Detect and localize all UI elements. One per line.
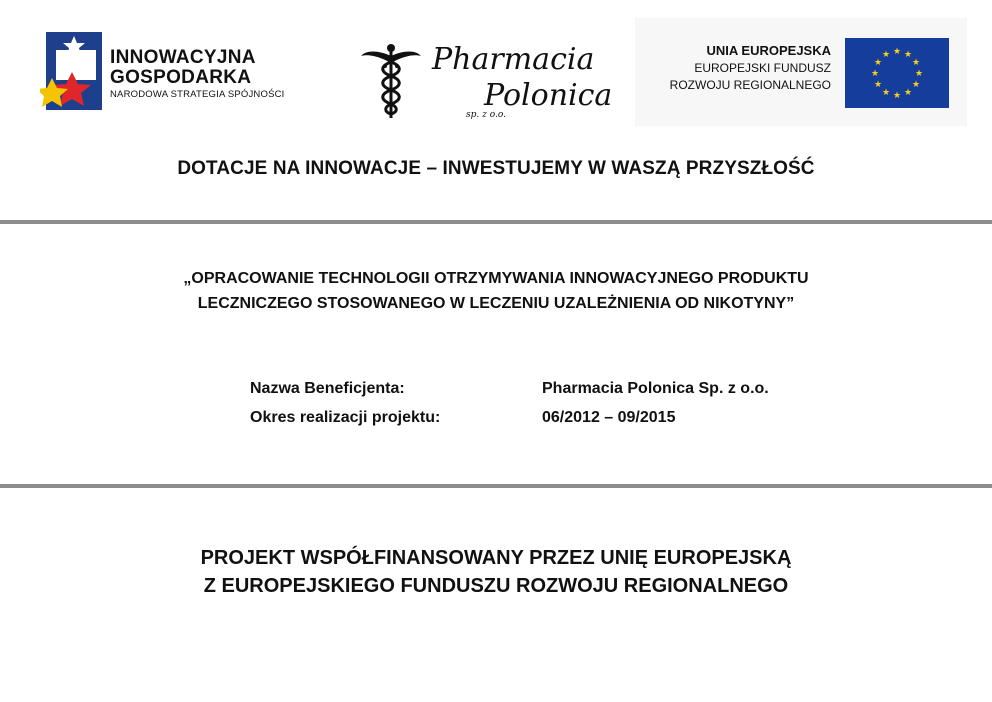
eu-line1: UNIA EUROPEJSKA <box>706 43 831 58</box>
ig-line2: GOSPODARKA <box>110 67 252 88</box>
period-label: Okres realizacji projektu: <box>250 409 441 426</box>
svg-text:★: ★ <box>881 88 891 98</box>
eu-logo <box>635 18 967 126</box>
project-title <box>0 266 992 316</box>
project-title-line2: LECZNICZEGO STOSOWANEGO W LECZENIU UZALEŻNIENIA OD NIKOTYNY” <box>197 295 795 312</box>
period-row <box>250 409 850 438</box>
svg-text:★: ★ <box>911 58 921 68</box>
beneficiary-value: Pharmacia Polonica Sp. z o.o. <box>542 380 769 397</box>
eu-line2: EUROPEJSKI FUNDUSZ <box>694 61 831 75</box>
svg-text:★: ★ <box>870 69 880 79</box>
period-value: 06/2012 – 09/2015 <box>542 409 676 426</box>
svg-text:★: ★ <box>903 88 913 98</box>
caduceus-icon <box>360 42 422 120</box>
page-title: DOTACJE NA INNOWACJE – INWESTUJEMY W WASZĄ PRZYSZŁOŚĆ <box>177 158 815 179</box>
funding-statement <box>0 544 992 600</box>
innowacyjna-gospodarka-logo <box>40 30 300 112</box>
svg-text:★: ★ <box>881 50 891 60</box>
beneficiary-row <box>250 380 850 409</box>
svg-text:★: ★ <box>914 69 924 79</box>
pharmacia-suffix: sp. z o.o. <box>466 110 506 120</box>
pharmacia-polonica-logo <box>360 40 613 126</box>
divider-top <box>0 220 992 224</box>
ig-line3: NARODOWA STRATEGIA SPÓJNOŚCI <box>110 89 285 100</box>
pharmacia-word: Pharmacia <box>432 42 595 77</box>
svg-text:★: ★ <box>892 91 902 101</box>
project-title-line1: „OPRACOWANIE TECHNOLOGII OTRZYMYWANIA INNOWACYJNEGO PRODUKTU <box>183 270 809 287</box>
polonica-word: Polonica <box>484 78 613 113</box>
svg-text:★: ★ <box>903 50 913 60</box>
divider-bottom <box>0 484 992 488</box>
logo-bar <box>0 0 992 130</box>
funding-line1: PROJEKT WSPÓŁFINANSOWANY PRZEZ UNIĘ EUROPEJSKĄ <box>200 547 792 569</box>
svg-text:★: ★ <box>873 58 883 68</box>
eu-line3: ROZWOJU REGIONALNEGO <box>669 78 831 92</box>
funding-line2: Z EUROPEJSKIEGO FUNDUSZU ROZWOJU REGIONALNEGO <box>203 575 789 597</box>
innowacyjna-gospodarka-emblem-icon <box>40 30 104 112</box>
eu-flag-icon <box>845 38 949 108</box>
svg-text:★: ★ <box>892 47 902 57</box>
ig-line1: INNOWACYJNA <box>110 47 256 68</box>
svg-text:★: ★ <box>911 80 921 90</box>
svg-text:★: ★ <box>873 80 883 90</box>
beneficiary-label: Nazwa Beneficjenta: <box>250 380 405 397</box>
project-info <box>250 380 850 438</box>
